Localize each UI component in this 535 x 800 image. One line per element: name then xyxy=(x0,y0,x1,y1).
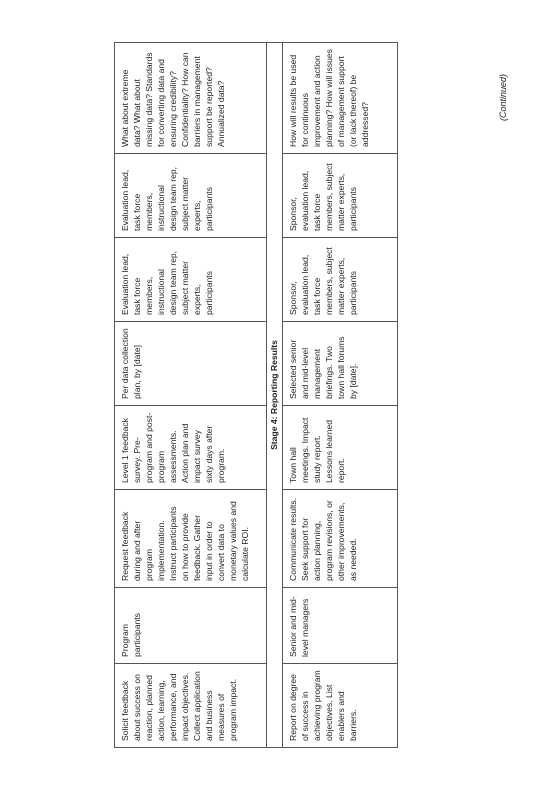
stage-heading-row xyxy=(267,43,283,748)
stage-heading: Stage 4: Reporting Results xyxy=(267,43,283,748)
table-cell: Per data collection plan, by [date] xyxy=(115,322,267,406)
planning-table xyxy=(114,42,398,748)
table-cell: Senior and mid-level managers xyxy=(283,588,398,664)
table-cell: Communicate results. Seek support for action planning, program revisions, or other improvements, as needed. xyxy=(283,490,398,588)
table-cell: Selected senior and mid-level management briefings. Two town hall forums by [date]. xyxy=(283,322,398,406)
table-cell: Level 1 feedback survey. Pre-program and post-program assessments. Action plan and impact survey sixty days after program. xyxy=(115,406,267,490)
table-cell: What about extreme data? What about missing data? Standards for converting data and ensuring credibility? Confidentiality? How can barriers in management support be reported? Annualized data? xyxy=(115,43,267,154)
table-cell: Report on degree of success in achieving program objectives. List enablers and barriers. xyxy=(283,664,398,748)
table-cell: How will results be used for continuous improvement and action planning? How will issues of management support (or lack thereof) be addressed? xyxy=(283,43,398,154)
table-cell: Evaluation lead, task force members, instructional design team rep, subject matter experts, participants xyxy=(115,238,267,322)
continued-label: (Continued) xyxy=(498,74,508,122)
table-row xyxy=(115,43,267,748)
table-cell: Request feedback during and after program implementation. Instruct participants on how to provide feedback. Gather input in order to convert data to monetary values and calculate ROI. xyxy=(115,490,267,588)
table-cell: Sponsor, evaluation lead, task force members, subject matter experts, participants xyxy=(283,154,398,238)
table-row xyxy=(283,43,398,748)
table-cell: Sponsor, evaluation lead, task force members, subject matter experts, participants xyxy=(283,238,398,322)
table-cell: Solicit feedback about success on reaction, planned action, learning, performance, and impact objectives. Collect application and business measures of program impact. xyxy=(115,664,267,748)
table-cell: Program participants xyxy=(115,588,267,664)
table-cell: Evaluation lead, task force members, instructional design team rep, subject matter experts, participants xyxy=(115,154,267,238)
table-cell: Town hall meetings. Impact study report. Lessons learned report. xyxy=(283,406,398,490)
